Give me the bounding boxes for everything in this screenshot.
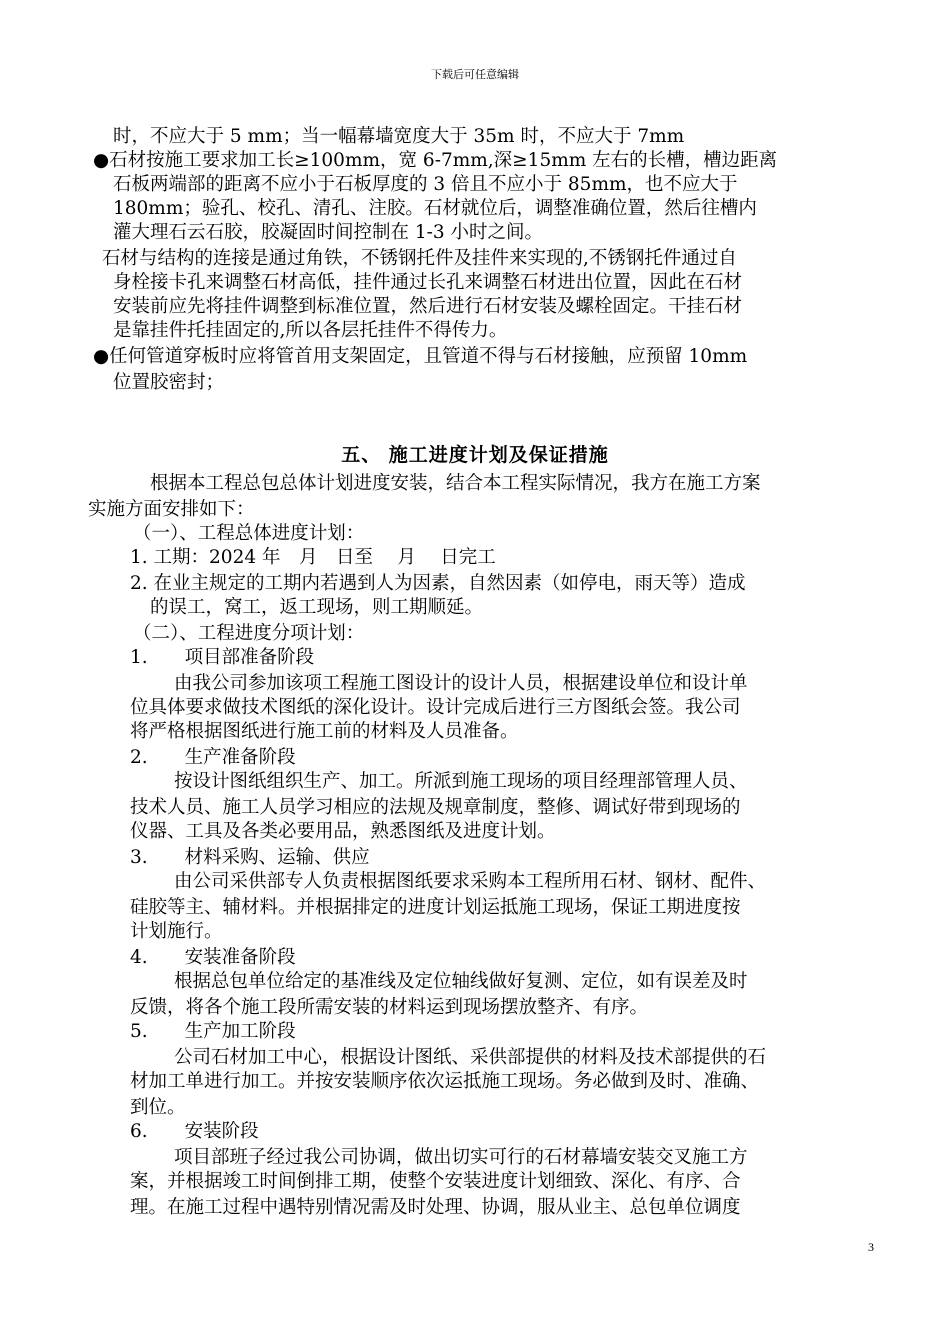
section-title: 五、 施工进度计划及保证措施: [341, 444, 609, 466]
text-line: 计划施行。: [130, 921, 223, 942]
text-line: 1. 项目部准备阶段: [130, 647, 315, 668]
text-line: 反馈，将各个施工段所需安装的材料运到现场摆放整齐、有序。: [130, 997, 649, 1018]
text-line: 180mm；验孔、校孔、清孔、注胶。石材就位后，调整准确位置，然后往槽内: [113, 198, 757, 219]
text-line: 项目部班子经过我公司协调，做出切实可行的石材幕墙安装交叉施工方: [174, 1147, 748, 1168]
text-line: 2. 在业主规定的工期内若遇到人为因素，自然因素（如停电，雨天等）造成: [130, 573, 746, 594]
text-line: 石板两端部的距离不应小于石板厚度的 3 倍且不应小于 85mm，也不应大于: [113, 174, 738, 195]
text-line: 到位。: [130, 1097, 186, 1118]
text-line: （一）、工程总体进度计划：: [133, 523, 365, 544]
text-line: 时，不应大于 5 mm；当一幅幕墙宽度大于 35m 时，不应大于 7mm: [113, 126, 685, 147]
text-line: 公司石材加工中心，根据设计图纸、采供部提供的材料及技术部提供的石: [174, 1047, 767, 1068]
text-line: 将严格根据图纸进行施工前的材料及人员准备。: [130, 721, 519, 742]
text-line: 6. 安装阶段: [130, 1121, 259, 1142]
text-line: 理。在施工过程中遇特别情况需及时处理、协调，服从业主、总包单位调度: [130, 1197, 741, 1218]
text-line: 5. 生产加工阶段: [130, 1021, 296, 1042]
page-header: 下载后可任意编辑: [431, 68, 519, 81]
text-line: 位置胶密封；: [113, 372, 225, 393]
text-line: 仪器、工具及各类必要用品，熟悉图纸及进度计划。: [130, 821, 556, 842]
text-line: 实施方面安排如下：: [88, 499, 255, 520]
text-line: 身栓接卡孔来调整石材高低，挂件通过长孔来调整石材进出位置，因此在石材: [113, 272, 743, 293]
text-line: ●石材按施工要求加工长≥100mm，宽 6-7mm,深≥15mm 左右的长槽，槽边距离: [93, 150, 778, 171]
text-line: 3. 材料采购、运输、供应: [130, 847, 370, 868]
text-line: 位具体要求做技术图纸的深化设计。设计完成后进行三方图纸会签。我公司: [130, 697, 741, 718]
text-line: 硅胶等主、辅材料。并根据排定的进度计划运抵施工现场，保证工期进度按: [130, 897, 741, 918]
text-line: 石材与结构的连接是通过角铁，不锈钢托件及挂件来实现的,不锈钢托件通过自: [102, 248, 737, 269]
text-line: （二）、工程进度分项计划：: [133, 623, 365, 644]
text-line: 4. 安装准备阶段: [130, 947, 296, 968]
text-line: 案，并根据竣工时间倒排工期，使整个安装进度计划细致、深化、有序、合: [130, 1171, 741, 1192]
text-line: 根据总包单位给定的基准线及定位轴线做好复测、定位，如有误差及时: [174, 971, 748, 992]
text-line: 由公司采供部专人负责根据图纸要求采购本工程所用石材、钢材、配件、: [174, 871, 767, 892]
text-line: ●任何管道穿板时应将管首用支架固定，且管道不得与石材接触，应预留 10mm: [93, 346, 748, 367]
text-line: 2. 生产准备阶段: [130, 747, 296, 768]
text-line: 材加工单进行加工。并按安装顺序依次运抵施工现场。务必做到及时、准确、: [130, 1071, 760, 1092]
text-line: 灌大理石云石胶，胶凝固时间控制在 1-3 小时之间。: [113, 222, 544, 243]
text-line: 技术人员、施工人员学习相应的法规及规章制度，整修、调试好带到现场的: [130, 797, 741, 818]
text-line: 的误工，窝工，返工现场，则工期顺延。: [150, 597, 484, 618]
text-line: 按设计图纸组织生产、加工。所派到施工现场的项目经理部管理人员、: [174, 771, 748, 792]
text-line: 1. 工期：2024 年 月 日至 月 日完工: [130, 547, 496, 568]
text-line: 是靠挂件托挂固定的,所以各层托挂件不得传力。: [113, 320, 508, 341]
text-line: 由我公司参加该项工程施工图设计的设计人员，根据建设单位和设计单: [174, 673, 748, 694]
text-line: 根据本工程总包总体计划进度安装，结合本工程实际情况，我方在施工方案: [150, 473, 761, 494]
text-line: 安装前应先将挂件调整到标准位置，然后进行石材安装及螺栓固定。干挂石材: [113, 296, 743, 317]
page-number: 3: [868, 1240, 874, 1254]
